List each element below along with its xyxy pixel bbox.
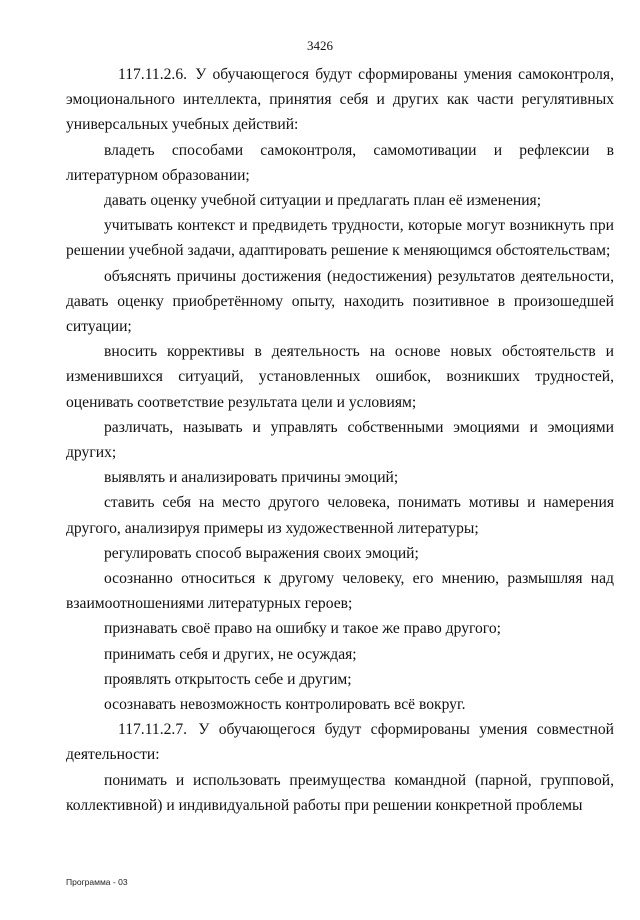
list-item: проявлять открытость себе и другим; xyxy=(104,670,352,688)
list-item: вносить коррективы в деятельность на основе новых обстоятельств и изменившихся ситуаций, установленных ошибок, возникших трудностей, оценивать соответствие результата цели и условиям; xyxy=(66,343,614,411)
list-item: ставить себя на место другого человека, понимать мотивы и намерения другого, анализируя примеры из художественной литературы; xyxy=(66,494,614,537)
section-lead: У обучающегося будут сформированы умения совместной деятельности: xyxy=(66,721,614,764)
list-item: различать, называть и управлять собственными эмоциями и эмоциями других; xyxy=(66,418,614,462)
list-item: признавать своё право на ошибку и такое же право другого; xyxy=(104,620,501,638)
page-number: 3426 xyxy=(307,38,333,53)
section-heading-117-11-2-6 xyxy=(66,62,614,138)
page-footer: Программа - 03 xyxy=(66,877,128,887)
list-item: регулировать способ выражения своих эмоций; xyxy=(104,544,419,562)
list-item: осознанно относиться к другому человеку, его мнению, размышляя над взаимоотношениями литературных героев; xyxy=(66,570,614,613)
section-number: 117.11.2.7. xyxy=(118,721,188,739)
document-body xyxy=(66,62,614,818)
section-lead: У обучающегося будут сформированы умения самоконтроля, эмоционального интеллекта, принятия себя и других как части регулятивных универсальных учебных действий: xyxy=(66,66,614,134)
list-item: понимать и использовать преимущества командной (парной, групповой, коллективной) и индивидуальной работы при решении конкретной проблемы xyxy=(66,771,614,814)
list-item: выявлять и анализировать причины эмоций; xyxy=(104,469,399,487)
list-item: давать оценку учебной ситуации и предлагать план её изменения; xyxy=(104,192,542,210)
list-item: принимать себя и других, не осуждая; xyxy=(104,645,357,663)
section-heading-117-11-2-7 xyxy=(66,717,614,767)
list-item: осознавать невозможность контролировать всё вокруг. xyxy=(104,696,466,714)
list-item: учитывать контекст и предвидеть трудности, которые могут возникнуть при решении учебной задачи, адаптировать решение к меняющимся обстоятельствам; xyxy=(66,217,614,260)
list-item: объяснять причины достижения (недостижения) результатов деятельности, давать оценку приобретённому опыту, находить позитивное в произошедшей ситуации; xyxy=(66,267,614,336)
section-number: 117.11.2.6. xyxy=(118,66,188,83)
list-item: владеть способами самоконтроля, самомотивации и рефлексии в литературном образовании; xyxy=(66,141,614,184)
